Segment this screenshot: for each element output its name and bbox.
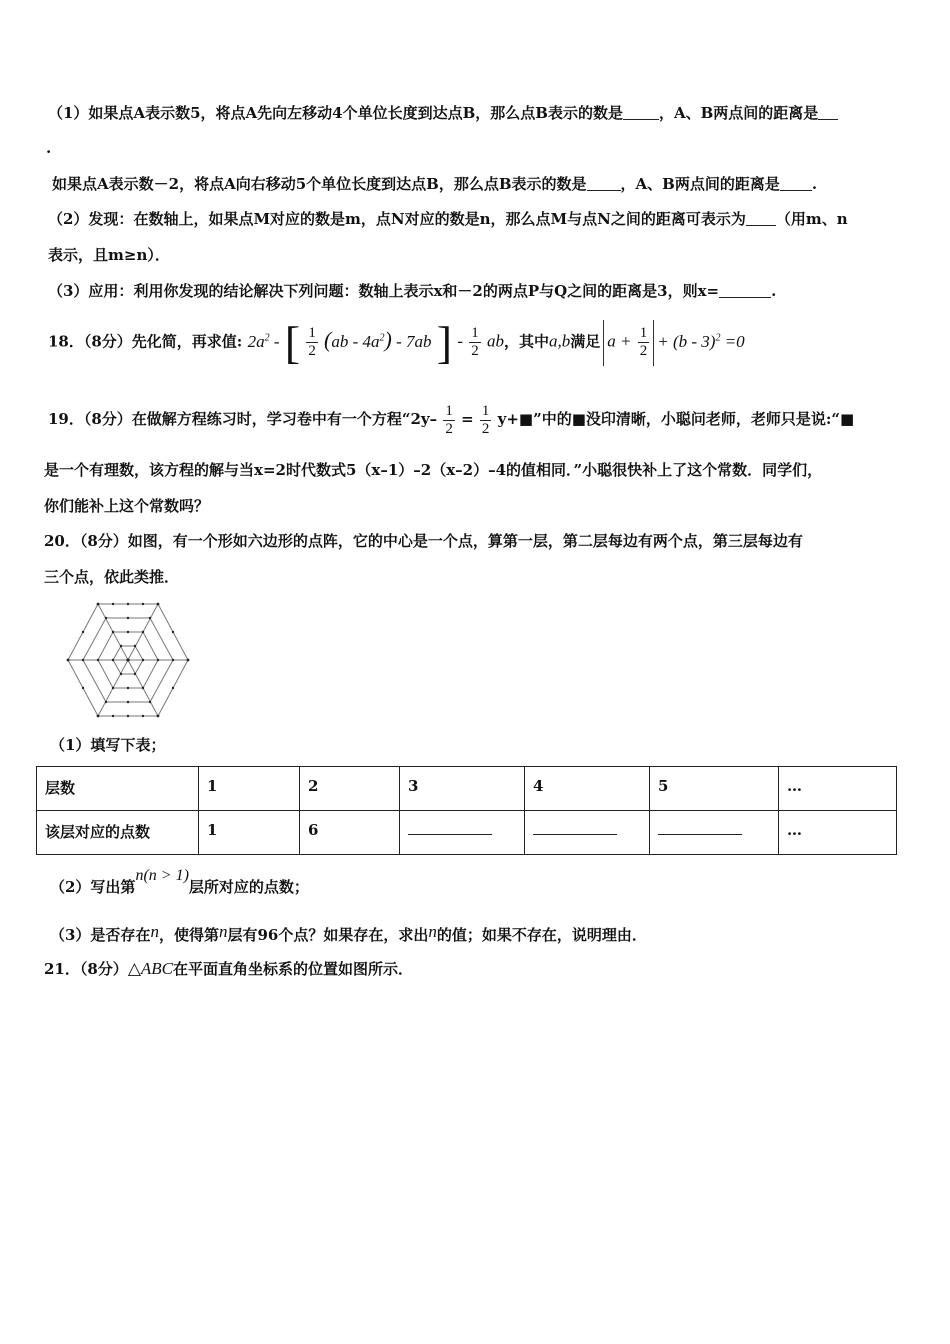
part2-line: （2）发现：在数轴上，如果点M对应的数是m，点N对应的数是n，那么点M与点N之间的距离可表示为 （用m、n bbox=[48, 210, 848, 228]
part1-line-a: （1）如果点A表示数5，将点A先向左移动4个单位长度到达点B，那么点B表示的数是 ，A、B两点间的距离是 bbox=[48, 103, 838, 123]
fraction-half: $\frac{1}{2}$ bbox=[639, 325, 648, 360]
table-cell: 2 bbox=[300, 767, 400, 811]
part3-line: （3）应用：利用你发现的结论解决下列问题：数轴上表示x和－2的两点P与Q之间的距离是3，则x= . bbox=[48, 282, 777, 300]
question-20-sub2: （2）写出第n(n > 1)层所对应的点数； bbox=[50, 867, 309, 896]
answer-blank[interactable] bbox=[623, 105, 659, 120]
answer-blank[interactable] bbox=[719, 283, 771, 298]
question-21: 21．（8分）△ABC在平面直角坐标系的位置如图所示． bbox=[44, 959, 414, 978]
fraction-half: $\frac{1}{2}$ bbox=[445, 402, 453, 437]
table-cell: 该层对应的点数 bbox=[37, 811, 199, 855]
answer-cell[interactable] bbox=[650, 811, 779, 855]
table-cell: 1 bbox=[199, 767, 300, 811]
answer-cell[interactable] bbox=[400, 811, 525, 855]
part2-line2: 表示，且m≥n）． bbox=[48, 246, 170, 264]
abs-bar bbox=[603, 320, 604, 366]
question-20-sub3: （3）是否存在n，使得第n层有96个点？如果存在，求出n的值；如果不存在，说明理由． bbox=[50, 922, 647, 944]
question-19-line1: 19．（8分）在做解方程练习时，学习卷中有一个方程“2y– $\frac{1}{2}$ = $\frac{1}{2}$ y+■”中的■没印清晰，小聪问老师，老师只是说:“■ bbox=[48, 402, 855, 437]
table-cell: 4 bbox=[525, 767, 650, 811]
table-row bbox=[37, 767, 897, 811]
abs-bar bbox=[653, 320, 654, 366]
answer-blank[interactable] bbox=[818, 105, 838, 120]
left-bracket: [ bbox=[284, 316, 301, 368]
layer-dot-table bbox=[36, 766, 897, 855]
right-bracket: ] bbox=[436, 316, 453, 368]
fraction-half: $\frac{1}{2}$ bbox=[481, 402, 490, 437]
question-20-sub1: （1）填写下表； bbox=[50, 736, 166, 754]
table-cell: … bbox=[779, 767, 897, 811]
hexagon-dot-lattice-figure bbox=[58, 598, 198, 722]
table-cell: 5 bbox=[650, 767, 779, 811]
table-cell: 1 bbox=[199, 811, 300, 855]
table-cell: 3 bbox=[400, 767, 525, 811]
table-cell: 6 bbox=[300, 811, 400, 855]
question-18: 18．（8分）先化简，再求值: $2a^2$ - [ $\frac{1}{2}$ $(ab - 4a^2) - 7ab$ ] - $\frac{1}{2}$ ab，其中a,b满足 a + $\frac{1}{2}$ + (b - 3)$^2$ =0 bbox=[48, 316, 745, 368]
answer-blank[interactable] bbox=[746, 211, 776, 226]
table-cell: … bbox=[779, 811, 897, 855]
question-19-line3: 你们能补上这个常数吗？ bbox=[44, 497, 210, 515]
part1-line-b: 如果点A表示数－2，将点A向右移动5个单位长度到达点B，那么点B表示的数是 ，A、B两点间的距离是 . bbox=[52, 175, 818, 193]
question-19-line2: 是一个有理数，该方程的解与当x=2时代数式5（x–1）–2（x–2）–4的值相同．”小聪很快补上了这个常数．同学们， bbox=[44, 461, 823, 479]
part1-dot: . bbox=[46, 139, 52, 157]
answer-blank[interactable] bbox=[587, 176, 621, 191]
table-row bbox=[37, 811, 897, 855]
fraction-half: $\frac{1}{2}$ bbox=[471, 325, 479, 360]
fraction-half: $\frac{1}{2}$ bbox=[308, 325, 316, 360]
answer-blank[interactable] bbox=[780, 176, 812, 191]
table-cell: 层数 bbox=[37, 767, 199, 811]
question-20-line2: 三个点，依此类推． bbox=[44, 568, 180, 586]
answer-cell[interactable] bbox=[525, 811, 650, 855]
question-20-line1: 20．（8分）如图，有一个形如六边形的点阵，它的中心是一个点，算第一层，第二层每边有两个点，第三层每边有 bbox=[44, 532, 803, 550]
